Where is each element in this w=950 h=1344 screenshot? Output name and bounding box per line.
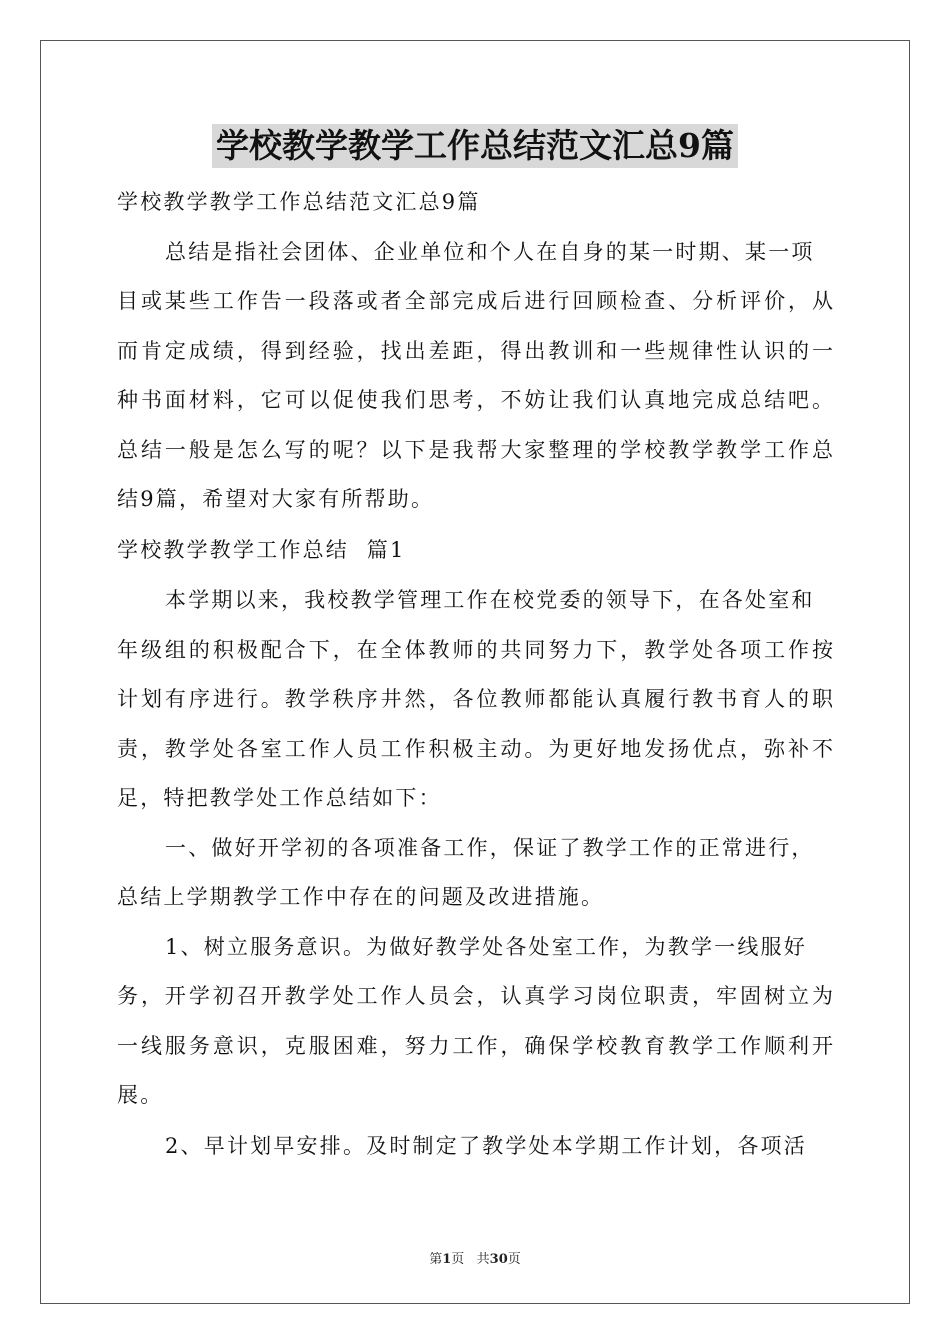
footer-page-total: 30 [489,1252,508,1267]
document-title: 学校教学教学工作总结范文汇总9篇 [212,124,738,168]
paragraph-line: 1、树立服务意识。为做好教学处各处室工作，为教学一线服好 [165,935,807,959]
footer-page-prefix: 第 [429,1252,443,1267]
subtitle: 学校教学教学工作总结范文汇总9篇 [117,190,481,214]
footer-page-mid: 页 共 [451,1252,490,1267]
intro-line: 目或某些工作告一段落或者全部完成后进行回顾检查、分析评价，从 [117,289,833,313]
intro-line: 而肯定成绩，得到经验，找出差距，得出教训和一些规律性认识的一 [117,339,833,363]
paragraph-line: 展。 [117,1083,164,1107]
intro-line: 总结一般是怎么写的呢？以下是我帮大家整理的学校教学教学工作总 [117,438,833,462]
page-footer [0,1248,950,1267]
paragraph-line: 一、做好开学初的各项准备工作，保证了教学工作的正常进行， [165,836,815,860]
paragraph-line: 计划有序进行。教学秩序井然，各位教师都能认真履行教书育人的职 [117,687,833,711]
paragraph-line: 责，教学处各室工作人员工作积极主动。为更好地发扬优点，弥补不 [117,737,833,761]
paragraph-line: 年级组的积极配合下，在全体教师的共同努力下，教学处各项工作按 [117,638,833,662]
paragraph-line: 2、早计划早安排。及时制定了教学处本学期工作计划，各项活 [165,1134,807,1158]
paragraph-line: 务，开学初召开教学处工作人员会，认真学习岗位职责，牢固树立为 [117,984,833,1008]
intro-line: 种书面材料，它可以促使我们思考，不妨让我们认真地完成总结吧。 [117,388,833,412]
intro-line: 总结是指社会团体、企业单位和个人在自身的某一时期、某一项 [165,240,815,264]
title-container [0,124,950,168]
page-border [40,40,910,1304]
paragraph-line: 足，特把教学处工作总结如下： [117,786,442,810]
footer-page-suffix: 页 [507,1252,521,1267]
intro-line: 结9篇，希望对大家有所帮助。 [117,487,435,511]
section-heading: 学校教学教学工作总结 篇1 [117,538,406,562]
footer-page-number: 1 [442,1252,452,1267]
paragraph-line: 一线服务意识，克服困难，努力工作，确保学校教育教学工作顺利开 [117,1034,833,1058]
paragraph-line: 总结上学期教学工作中存在的问题及改进措施。 [117,885,605,909]
paragraph-line: 本学期以来，我校教学管理工作在校党委的领导下，在各处室和 [165,588,815,612]
